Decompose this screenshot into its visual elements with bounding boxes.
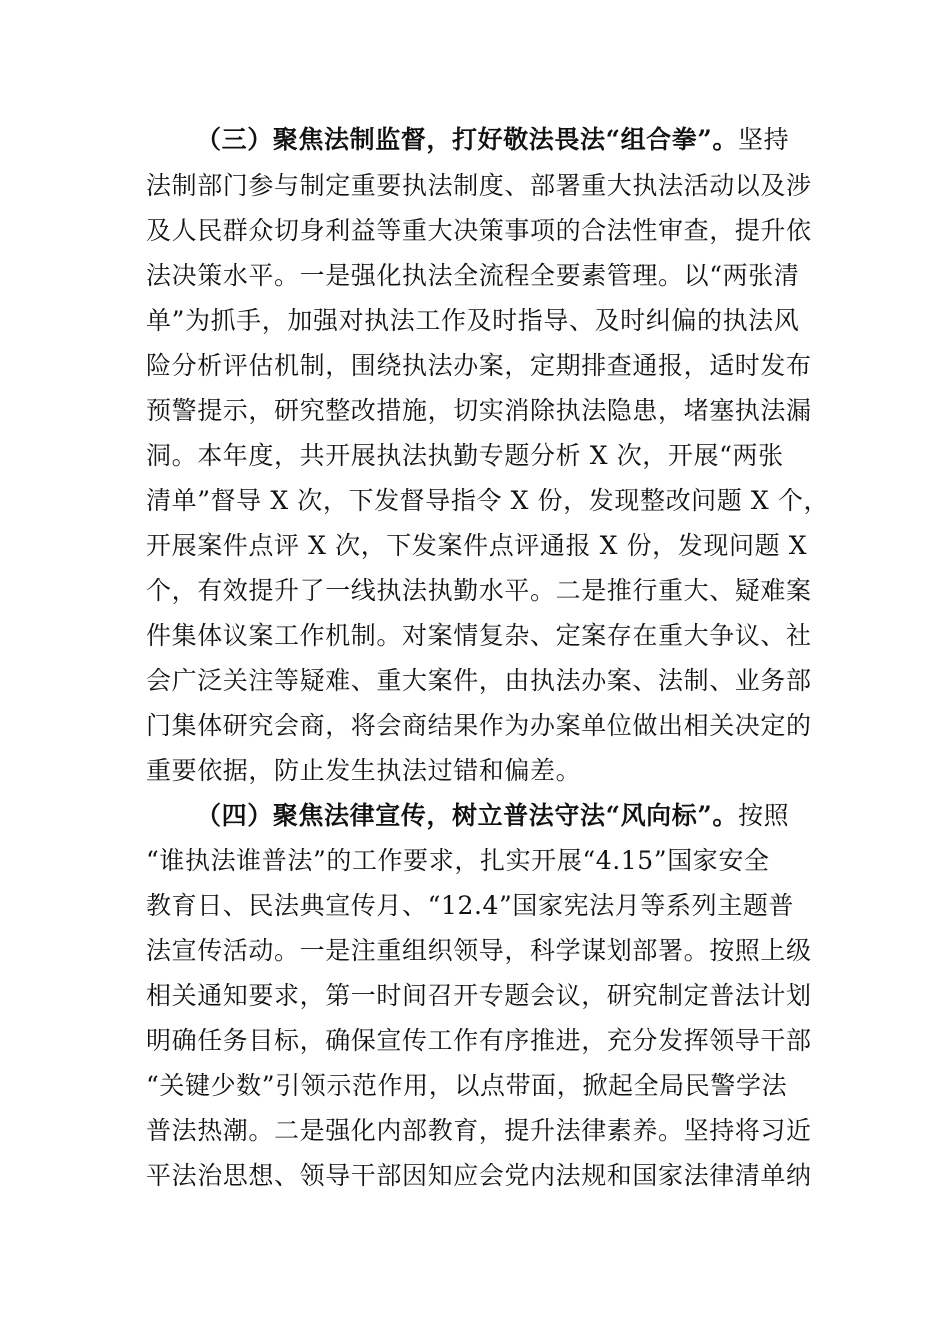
section-3-line-10: 个，有效提升了一线执法执勤水平。二是推行重大、疑难案: [146, 576, 812, 605]
section-4-line-2: 教育日、民法典宣传月、“12.4”国家宪法月等系列主题普: [146, 891, 795, 920]
section-4-heading: （四）聚焦法律宣传，树立普法守法“风向标”。: [196, 801, 738, 830]
section-3-line-2: 及人民群众切身利益等重大决策事项的合法性审查，提升依: [146, 216, 812, 245]
section-3-heading: （三）聚焦法制监督，打好敬法畏法“组合拳”。: [196, 125, 738, 154]
section-3-line-0: 坚持: [737, 125, 790, 154]
section-4-line-3: 法宣传活动。一是注重组织领导，科学谋划部署。按照上级: [146, 936, 812, 965]
section-3-line-1: 法制部门参与制定重要执法制度、部署重大执法活动以及涉: [146, 171, 812, 200]
section-4-line-1: “谁执法谁普法”的工作要求，扎实开展“4.15”国家安全: [146, 846, 770, 875]
section-3-line-7: 洞。本年度，共开展执法执勤专题分析 X 次，开展“两张: [146, 441, 784, 470]
section-4-line-0: 按照: [737, 801, 790, 830]
section-3-line-14: 重要依据，防止发生执法过错和偏差。: [146, 756, 582, 785]
section-4-line-4: 相关通知要求，第一时间召开专题会议，研究制定普法计划: [146, 981, 812, 1010]
section-4-heading-line: [196, 798, 789, 834]
section-3-line-3: 法决策水平。一是强化执法全流程全要素管理。以“两张清: [146, 261, 800, 290]
section-3-line-8: 清单”督导 X 次，下发督导指令 X 份，发现整改问题 X 个，: [146, 486, 830, 515]
section-3-heading-line: [196, 122, 789, 158]
section-3-line-4: 单”为抓手，加强对执法工作及时指导、及时纠偏的执法风: [146, 306, 800, 335]
section-3-line-11: 件集体议案工作机制。对案情复杂、定案存在重大争议、社: [146, 621, 812, 650]
section-3-line-6: 预警提示，研究整改措施，切实消除执法隐患，堵塞执法漏: [146, 396, 812, 425]
section-3-line-13: 门集体研究会商，将会商结果作为办案单位做出相关决定的: [146, 711, 812, 740]
section-4-line-7: 普法热潮。二是强化内部教育，提升法律素养。坚持将习近: [146, 1116, 812, 1145]
section-3-line-9: 开展案件点评 X 次，下发案件点评通报 X 份，发现问题 X: [146, 531, 808, 560]
section-4-line-6: “关键少数”引领示范作用，以点带面，掀起全局民警学法: [146, 1071, 788, 1100]
section-3-line-12: 会广泛关注等疑难、重大案件，由执法办案、法制、业务部: [146, 666, 812, 695]
section-3-line-5: 险分析评估机制，围绕执法办案，定期排查通报，适时发布: [146, 351, 812, 380]
section-4-line-8: 平法治思想、领导干部因知应会党内法规和国家法律清单纳: [146, 1161, 812, 1190]
section-4-line-5: 明确任务目标，确保宣传工作有序推进，充分发挥领导干部: [146, 1026, 812, 1055]
